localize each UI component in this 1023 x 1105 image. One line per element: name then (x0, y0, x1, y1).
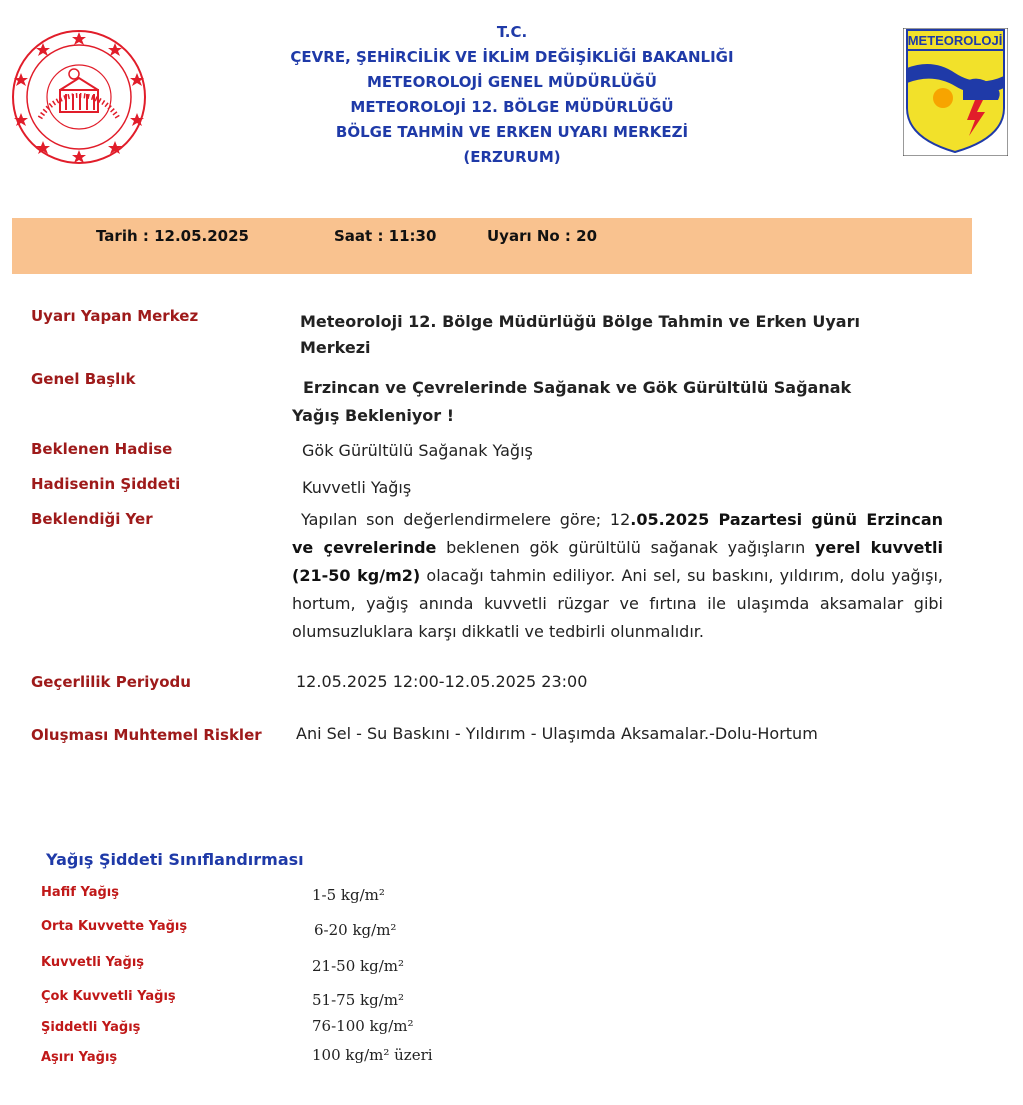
place-label: Beklendiği Yer (31, 510, 153, 528)
document-header (200, 20, 824, 170)
class-row-name: Orta Kuvvette Yağış (41, 919, 188, 934)
class-row-value: 100 kg/m² üzeri (312, 1046, 433, 1064)
severity-value: Kuvvetli Yağış (302, 478, 412, 497)
class-row-value: 21-50 kg/m² (312, 957, 404, 975)
title-value: Erzincan ve Çevrelerinde Sağanak ve Gök Gürültülü Sağanak Yağış Bekleniyor ! (292, 378, 852, 425)
class-row-value: 76-100 kg/m² (312, 1017, 414, 1035)
header-line-directorate: METEOROLOJİ GENEL MÜDÜRLÜĞÜ (367, 73, 657, 91)
class-row-value: 6-20 kg/m² (314, 921, 397, 939)
center-label: Uyarı Yapan Merkez (31, 307, 199, 325)
class-row-name: Çok Kuvvetli Yağış (41, 989, 176, 1004)
time-text: Saat : 11:30 (334, 227, 437, 245)
event-value: Gök Gürültülü Sağanak Yağış (302, 441, 533, 460)
date-text: Tarih : 12.05.2025 (96, 227, 249, 245)
class-row-value: 1-5 kg/m² (312, 886, 385, 904)
warning-number-text: Uyarı No : 20 (487, 227, 598, 245)
class-row-name: Aşırı Yağış (41, 1050, 118, 1065)
class-row-value: 51-75 kg/m² (312, 991, 404, 1009)
class-row-name: Hafif Yağış (41, 885, 119, 900)
meteoroloji-logo (903, 28, 1008, 156)
header-line-city: (ERZURUM) (463, 148, 561, 166)
logo-lettering: METEOROLOJİ (907, 33, 1003, 48)
place-text-1: Yapılan son değerlendirmelere göre; 12 (301, 510, 631, 529)
place-text-2: .05.2025 Pazartesi günü Erzincan ve çevrelerinde (292, 510, 944, 557)
place-text-5: olacağı tahmin ediliyor. Ani sel, su baskını, yıldırım, dolu yağışı, hortum, yağış anında kuvvetli rüzgar ve fırtına ile ulaşımda aksamalar gibi olumsuzluklara karşı dikkatli ve tedbirli olunmalıdır. (292, 566, 944, 641)
ministry-seal-logo (10, 28, 148, 166)
place-text-4: yerel kuvvetli (21-50 kg/m2) (292, 538, 943, 585)
period-value: 12.05.2025 12:00-12.05.2025 23:00 (296, 672, 588, 691)
class-row-name: Şiddetli Yağış (41, 1020, 141, 1035)
header-line-tc: T.C. (496, 23, 528, 41)
event-label: Beklenen Hadise (31, 440, 173, 458)
classification-title: Yağış Şiddeti Sınıflandırması (46, 850, 304, 869)
risk-value: Ani Sel - Su Baskını - Yıldırım - Ulaşımda Aksamalar.-Dolu-Hortum (296, 724, 818, 743)
center-value: Meteoroloji 12. Bölge Müdürlüğü Bölge Tahmin ve Erken Uyarı Merkezi (300, 312, 860, 357)
risk-label: Oluşması Muhtemel Riskler (31, 726, 262, 744)
header-line-region: METEOROLOJİ 12. BÖLGE MÜDÜRLÜĞÜ (350, 98, 674, 116)
period-label: Geçerlilik Periyodu (31, 673, 191, 691)
severity-label: Hadisenin Şiddeti (31, 475, 181, 493)
title-label: Genel Başlık (31, 370, 136, 388)
place-text-3: beklenen gök gürültülü sağanak yağışların (436, 538, 815, 557)
header-line-center: BÖLGE TAHMİN VE ERKEN UYARI MERKEZİ (335, 123, 689, 141)
header-line-ministry: ÇEVRE, ŞEHİRCİLİK VE İKLİM DEĞİŞİKLİĞİ BAKANLIĞI (290, 48, 734, 66)
info-bar (12, 218, 972, 274)
class-row-name: Kuvvetli Yağış (41, 955, 145, 970)
place-description (292, 506, 943, 646)
